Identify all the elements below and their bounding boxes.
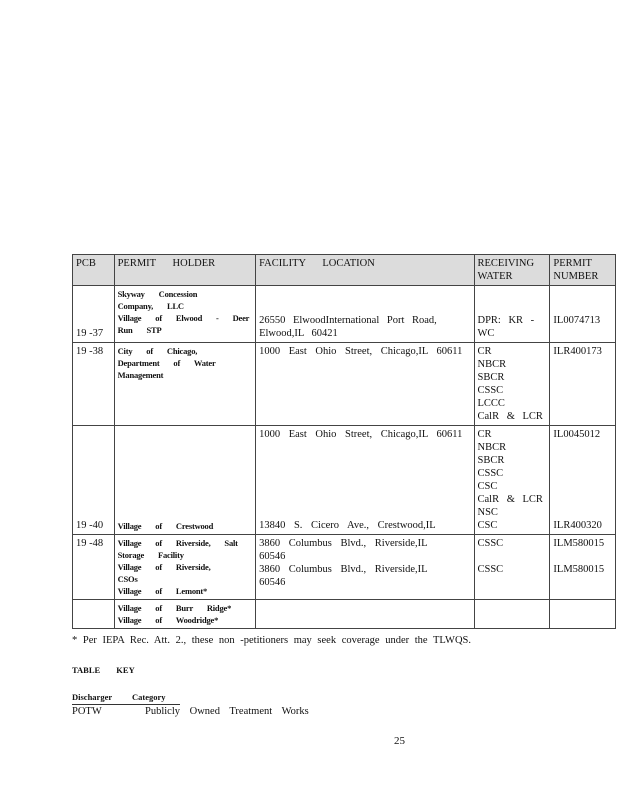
header-pcb: PCB: [73, 255, 115, 286]
permit-number-cell: ILR400173: [550, 343, 616, 426]
facility-location-cell: 26550 ElwoodInternational Port Road, Elwood,IL 60421: [256, 286, 474, 343]
table-row: [73, 600, 616, 629]
table-row: [73, 535, 616, 600]
key-abbreviation: POTW: [72, 706, 102, 717]
table-header-row: [73, 255, 616, 286]
key-definition: Publicly Owned Treatment Works: [145, 706, 309, 717]
header-permit-holder: PERMIT HOLDER: [114, 255, 255, 286]
pcb-number: 19 -48: [76, 538, 104, 549]
receiving-water-cell: CR NBCR SBCR CSSC LCCC CalR & LCR: [474, 343, 550, 426]
facility-location-cell: 1000 East Ohio Street, Chicago,IL 60611 13840 S. Cicero Ave., Crestwood,IL: [256, 426, 474, 535]
pcb-number: 19 -40: [76, 520, 104, 531]
permit-number-cell: ILM580015 ILM580015: [550, 535, 616, 600]
receiving-water-cell: CSSC CSSC: [474, 535, 550, 600]
key-row: [72, 706, 309, 717]
pcb-number: 19 -38: [76, 346, 104, 357]
permit-holder-cell: City of Chicago, Department of Water Management: [114, 343, 255, 426]
table-key-header: [72, 692, 166, 702]
permit-table: [72, 254, 616, 629]
header-permit-number: PERMIT NUMBER: [550, 255, 616, 286]
page-number: 25: [394, 735, 405, 747]
key-col-discharger: Discharger: [72, 692, 113, 702]
key-underline: [72, 704, 180, 705]
header-receiving-water: RECEIVING WATER: [474, 255, 550, 286]
footnote: * Per IEPA Rec. Att. 2., these non -petitioners may seek coverage under the TLWQS.: [72, 635, 472, 646]
key-col-category: Category: [132, 692, 166, 702]
permit-number-cell: IL0045012 ILR400320: [550, 426, 616, 535]
receiving-water-cell: CR NBCR SBCR CSSC CSC CalR & LCR NSC CSC: [474, 426, 550, 535]
permit-number-cell: IL0074713: [550, 286, 616, 343]
table-row: [73, 286, 616, 343]
table-row: [73, 343, 616, 426]
facility-location-cell: 3860 Columbus Blvd., Riverside,IL 60546 3860 Columbus Blvd., Riverside,IL 60546: [256, 535, 474, 600]
table-row: [73, 426, 616, 535]
permit-holder-cell: Village of Crestwood: [114, 426, 255, 535]
pcb-number: 19 -37: [76, 328, 104, 339]
header-facility-location: FACILITY LOCATION: [256, 255, 474, 286]
permit-holder-cell: Village of Burr Ridge* Village of Woodridge*: [114, 600, 255, 629]
receiving-water-cell: DPR: KR - WC: [474, 286, 550, 343]
permit-holder-cell: Skyway Concession Company, LLC Village of Elwood - Deer Run STP: [114, 286, 255, 343]
facility-location-cell: 1000 East Ohio Street, Chicago,IL 60611: [256, 343, 474, 426]
table-key-title: TABLE KEY: [72, 665, 135, 675]
permit-holder-cell: Village of Riverside, Salt Storage Facility Village of Riverside, CSOs Village of Lemont*: [114, 535, 255, 600]
